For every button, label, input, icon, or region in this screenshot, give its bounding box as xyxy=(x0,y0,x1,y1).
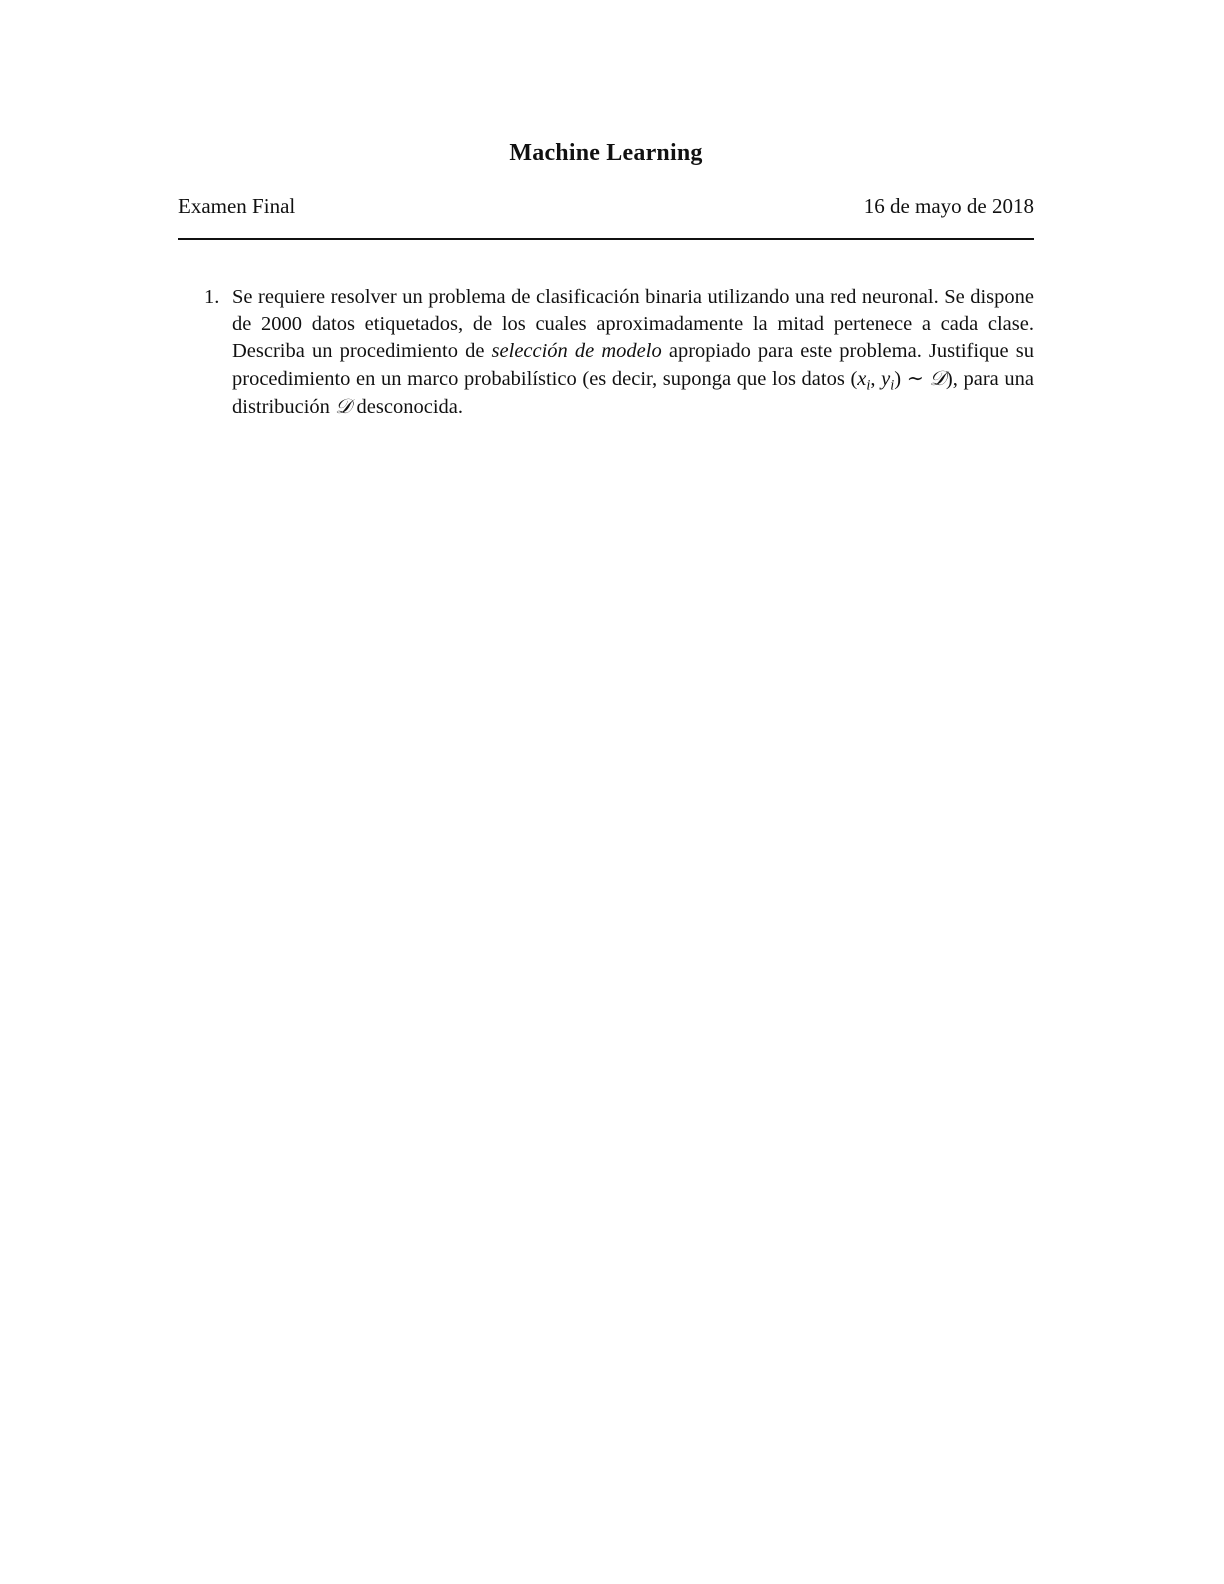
math-comma: , xyxy=(870,368,882,390)
problem-number: 1. xyxy=(204,286,220,308)
problem-text-part3: ), para una distribución xyxy=(232,368,1034,418)
math-sub-i-1: i xyxy=(866,377,871,394)
exam-date: 16 de mayo de 2018 xyxy=(863,194,1034,218)
math-distribution: 𝒟 xyxy=(929,366,946,390)
header-rule xyxy=(178,238,1034,240)
math-distribution-2: 𝒟 xyxy=(335,394,352,418)
problem-emphasis: selección de modelo xyxy=(491,340,662,362)
exam-subheader xyxy=(178,194,1034,219)
problem-text-part4: desconocida. xyxy=(351,396,463,418)
math-open-paren: ( xyxy=(850,368,858,390)
problem-list xyxy=(178,284,1034,421)
math-close-sim: ) ∼ xyxy=(894,368,930,390)
document-title: Machine Learning xyxy=(509,140,703,166)
exam-page xyxy=(178,0,1034,1584)
problem-text-part1: Se requiere resolver un problema de clasificación binaria utilizando una red neuronal. Se dispone de 2000 datos etiquetados, de los cuales aproximadamente la mitad pertenece a cada clase. Describa un procedimiento de xyxy=(232,286,1034,362)
problem-item xyxy=(178,284,1034,421)
math-x: x xyxy=(857,368,867,390)
math-y: y xyxy=(881,368,891,390)
problem-text-part2: apropiado para este problema. Justifique su procedimiento en un marco probabilístico (es decir, suponga que los datos xyxy=(232,340,1034,390)
exam-type: Examen Final xyxy=(178,194,296,218)
math-sub-i-2: i xyxy=(890,377,895,394)
problem-text xyxy=(232,284,1034,421)
